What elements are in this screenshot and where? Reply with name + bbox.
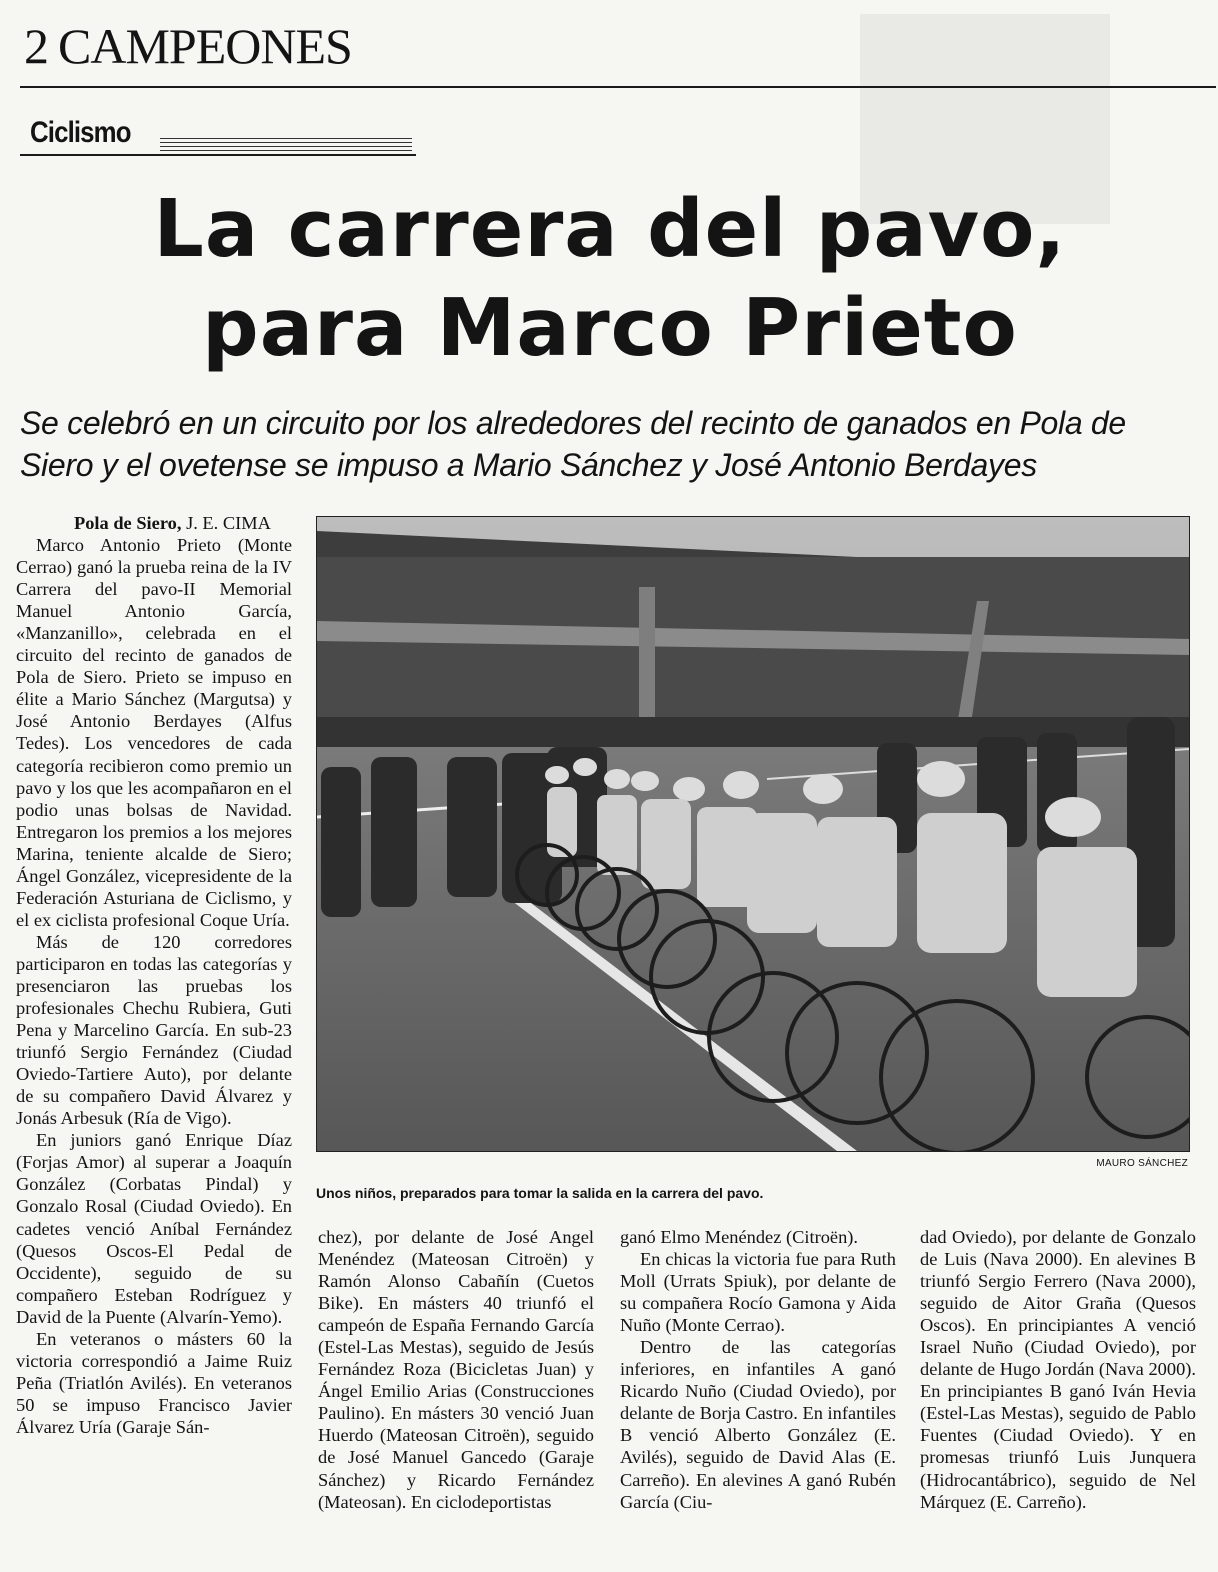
headline — [40, 180, 1180, 378]
photo-caption: Unos niños, preparados para tomar la salida en la carrera del pavo. — [316, 1185, 764, 1201]
paragraph: dad Oviedo), por delante de Gonzalo de Luis (Nava 2000). En alevines B triunfó Sergio Ferrero (Nava 2000), seguido de Aitor Graña (Quesos Oscos). En principiantes A venció Israel Nuño (Ciudad Oviedo), por delante de Hugo Jordán (Nava 2000). En principiantes B ganó Iván Hevia (Estel-Las Mestas), seguido de Pablo Fuentes (Ciudad Oviedo). Y en promesas triunfó Luis Junquera (Hidrocantábrico), seguido de Nel Márquez (E. Carreño). — [920, 1227, 1196, 1512]
subheadline: Se celebró en un circuito por los alrededores del recinto de ganados en Pola de Siero y el ovetense se impuso a Mario Sánchez y José Antonio Berdayes — [20, 405, 1126, 483]
paragraph: Más de 120 corredores participaron en todas las categorías y presenciaron las pruebas los profesionales Chechu Rubiera, Guti Pena y Marcelino García. En sub-23 triunfó Sergio Fernández (Ciudad Oviedo-Tartiere Auto), por delante de su compañero David Álvarez y Jonás Arbesuk (Ría de Vigo). — [16, 931, 292, 1129]
byline-place: Pola de Siero, — [74, 513, 182, 533]
article-column-2 — [318, 1226, 594, 1513]
photo-credit: MAURO SÁNCHEZ — [1096, 1158, 1188, 1169]
headline-line-2: para Marco Prieto — [202, 282, 1018, 374]
byline — [16, 512, 292, 534]
paragraph: chez), por delante de José Angel Menéndez (Mateosan Citroën) y Ramón Alonso Cabañín (Cuetos Bike). En másters 40 triunfó el campeón de España Fernando García (Estel-Las Mestas), seguido de Jesús Fernández Roza (Bicicletas Juan) y Ángel Emilio Arias (Construcciones Paulino). En másters 30 venció Juan Huerdo (Mateosan Citroën), seguido de José Manuel Gancedo (Garaje Sánchez) y Ricardo Fernández (Mateosan). En ciclodeportistas — [318, 1227, 594, 1512]
paragraph: En veteranos o másters 60 la victoria correspondió a Jaime Ruiz Peña (Triatlón Avilés). En veteranos 50 se impuso Francisco Javier Álvarez Uría (Garaje Sán- — [16, 1328, 292, 1437]
kicker-rule-lines — [160, 138, 412, 152]
section-header — [20, 12, 1216, 88]
article-column-3 — [620, 1226, 896, 1513]
paragraph: En juniors ganó Enrique Díaz (Forjas Amor) al superar a Joaquín González (Corbatas Pindal) y Gonzalo Rosal (Ciudad Oviedo). En cadetes venció Aníbal Fernández (Quesos Oscos-El Pedal de Occidente), seguido de su compañero Esteban Rodríguez y David de la Puente (Alvarín-Yemo). — [16, 1130, 292, 1327]
section-name: CAMPEONES — [58, 18, 352, 74]
byline-author: J. E. CIMA — [186, 513, 271, 533]
paragraph: En chicas la victoria fue para Ruth Moll (Urrats Spiuk), por delante de su compañera Rocío Gamona y Aida Nuño (Monte Cerrao). — [620, 1249, 896, 1336]
article-column-4 — [920, 1226, 1196, 1513]
race-start-photo — [316, 516, 1190, 1152]
article-column-1 — [16, 512, 292, 1438]
paragraph: Marco Antonio Prieto (Monte Cerrao) ganó la prueba reina de la IV Carrera del pavo-II Memorial Manuel Antonio García, «Manzanillo», celebrada en el circuito del recinto de ganados de Pola de Siero. Prieto se impuso en élite a Mario Sánchez (Margutsa) y José Antonio Berdayes (Alfus Tedes). Los vencedores de cada categoría recibieron como premio un pavo y los que les acompañaron en el podio unas bolsas de Navidad. Entregaron los premios a los mejores Marina, teniente alcalde de Siero; Ángel González, vicepresidente de la Federación Asturiana de Ciclismo, y el ex ciclista profesional Coque Uría. — [16, 535, 292, 930]
kicker-label: Ciclismo — [30, 116, 131, 149]
page-number: 2 — [24, 18, 49, 74]
paragraph: ganó Elmo Menéndez (Citroën). — [620, 1227, 858, 1247]
headline-line-1: La carrera del pavo, — [153, 183, 1067, 275]
kicker — [20, 112, 416, 156]
photo-illustration — [317, 517, 1189, 1151]
paragraph: Dentro de las categorías inferiores, en infantiles A ganó Ricardo Nuño (Ciudad Oviedo), por delante de Borja Castro. En infantiles B venció Alberto González (E. Avilés), seguido de David Alas (E. Carreño). En alevines A ganó Rubén García (Ciu- — [620, 1337, 896, 1512]
